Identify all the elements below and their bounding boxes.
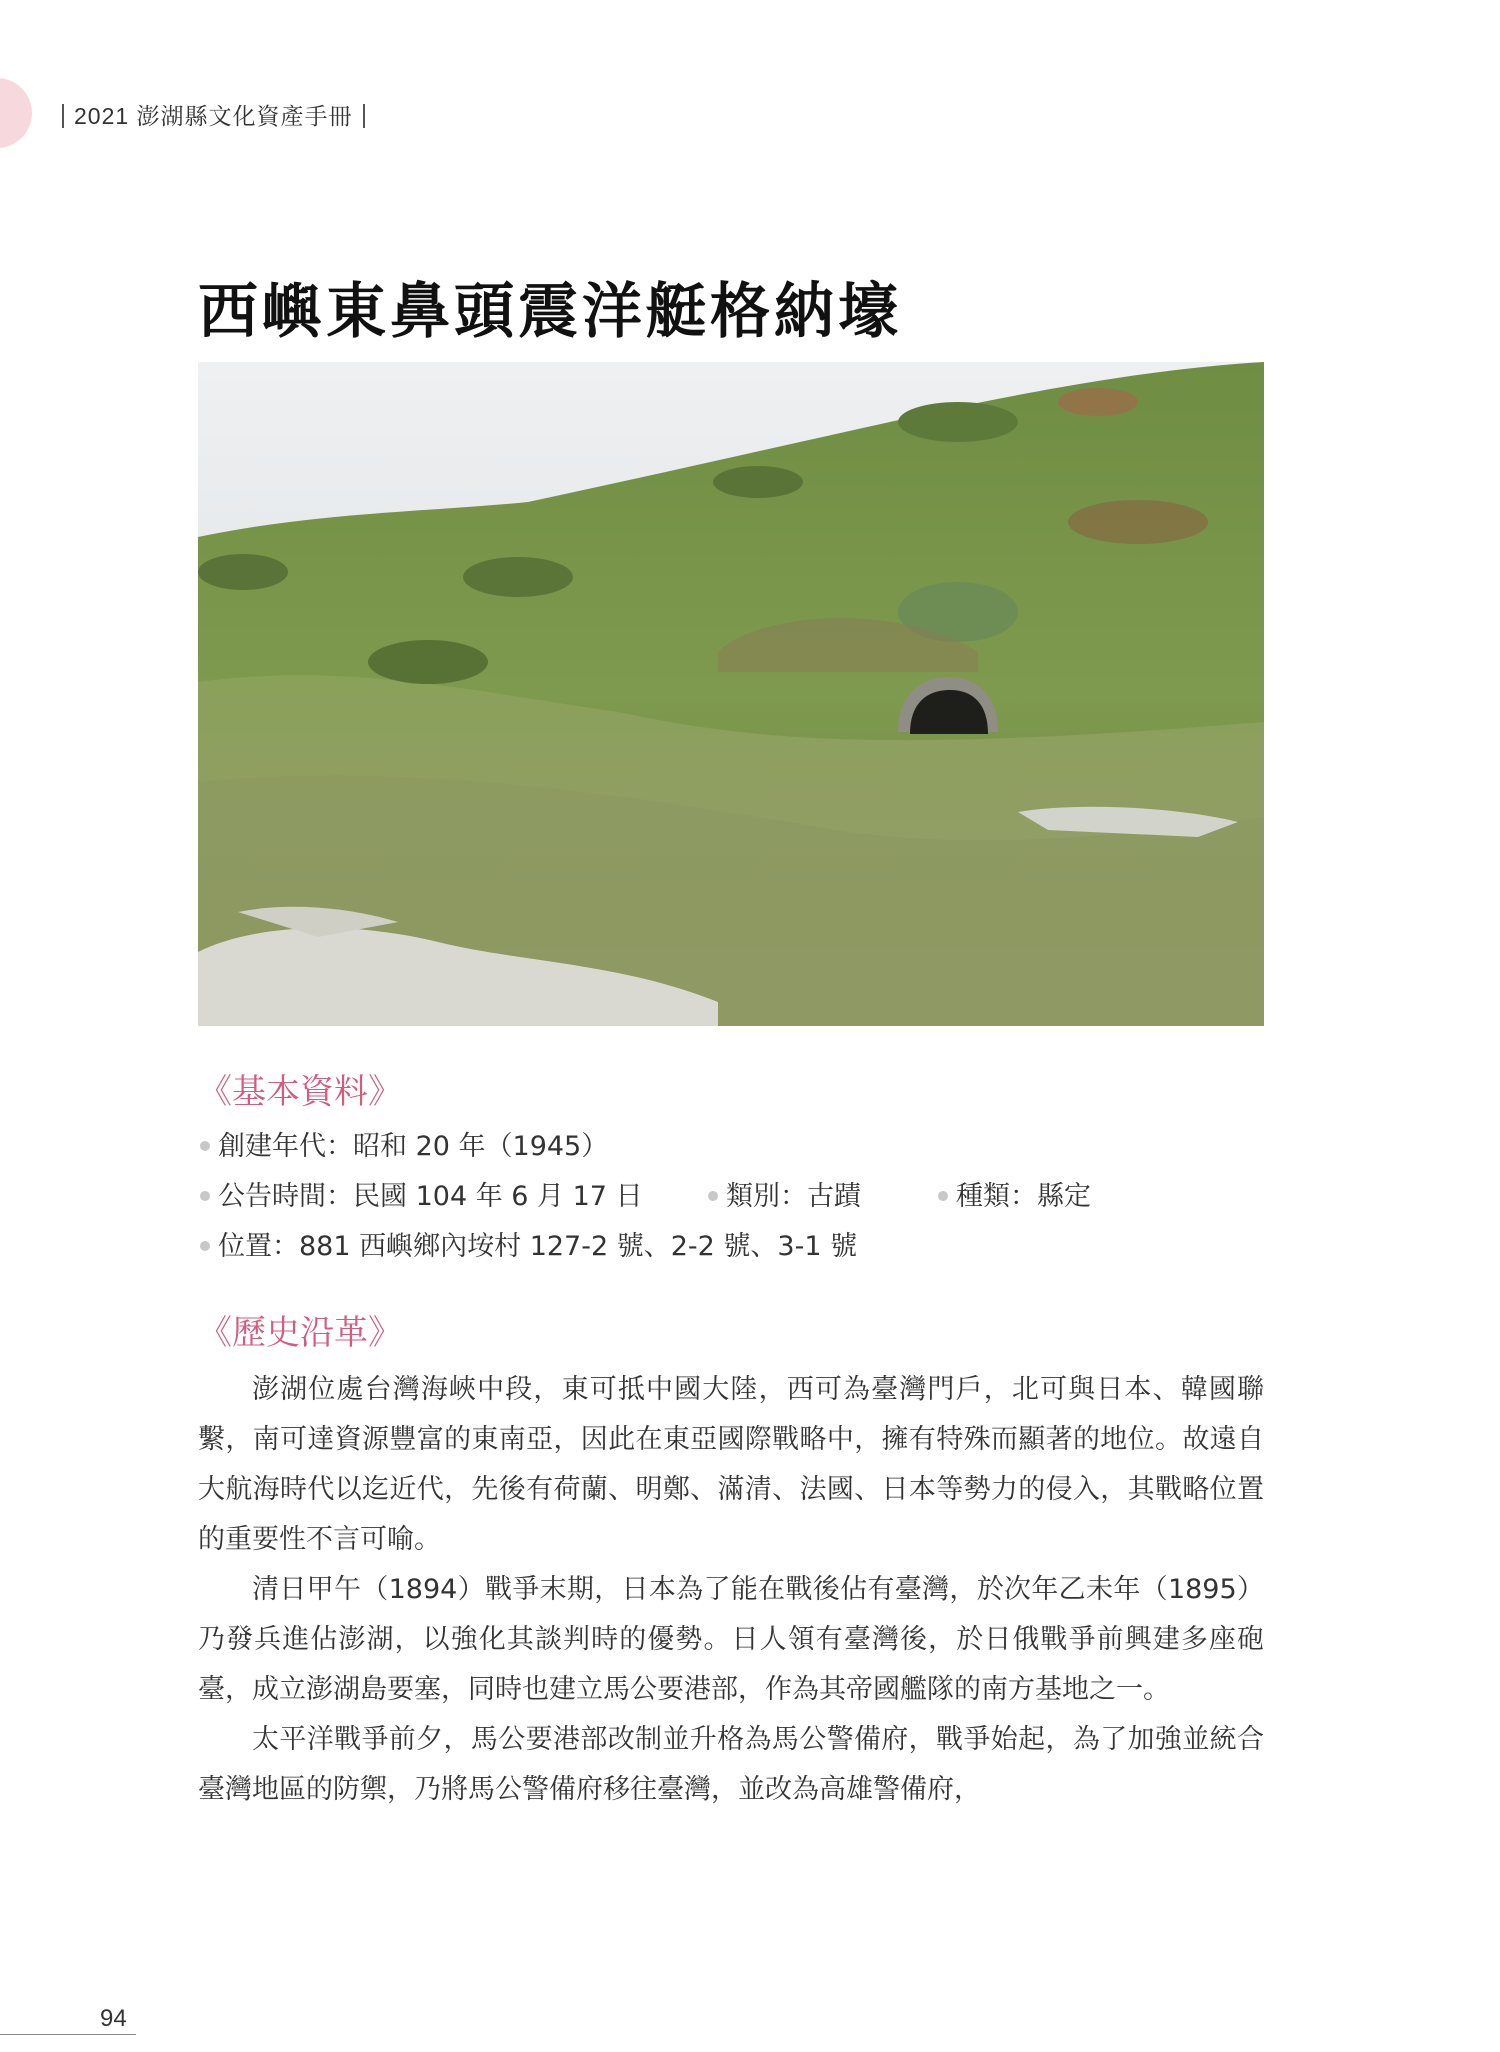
history-body — [198, 1365, 1264, 1815]
announced-item — [200, 1174, 708, 1213]
founded-text: 創建年代：昭和 20 年（1945） — [218, 1131, 609, 1162]
header-divider — [363, 104, 365, 128]
page-title: 西嶼東鼻頭震洋艇格納壕 — [198, 277, 902, 347]
history-paragraph: 太平洋戰爭前夕，馬公要港部改制並升格為馬公警備府，戰爭始起，為了加強並統合臺灣地區的防禦，乃將馬公警備府移往臺灣，並改為高雄警備府， — [198, 1724, 1264, 1805]
history-paragraph: 清日甲午（1894）戰爭末期，日本為了能在戰後佔有臺灣，於次年乙未年（1895）乃發兵進佔澎湖，以強化其談判時的優勢。日人領有臺灣後，於日俄戰爭前興建多座砲臺，成立澎湖島要塞，同時也建立馬公要港部，作為其帝國艦隊的南方基地之一。 — [198, 1574, 1264, 1705]
bullet-icon — [200, 1141, 210, 1151]
history-paragraph: 澎湖位處台灣海峽中段，東可抵中國大陸，西可為臺灣門戶，北可與日本、韓國聯繫，南可達資源豐富的東南亞，因此在東亞國際戰略中，擁有特殊而顯著的地位。故遠自大航海時代以迄近代，先後有荷蘭、明鄭、滿清、法國、日本等勢力的侵入，其戰略位置的重要性不言可喻。 — [198, 1374, 1264, 1555]
info-row-location — [200, 1224, 1091, 1274]
footer-rule — [0, 2034, 136, 2035]
location-text: 位置：881 西嶼鄉內垵村 127-2 號、2-2 號、3-1 號 — [218, 1231, 858, 1262]
running-header — [52, 98, 375, 131]
announced-text: 公告時間：民國 104 年 6 月 17 日 — [218, 1181, 643, 1212]
type-item — [938, 1174, 1091, 1213]
info-row-announced — [200, 1174, 1091, 1224]
info-row-founded — [200, 1124, 1091, 1174]
basic-info-heading: 《基本資料》 — [198, 1072, 402, 1112]
running-title: 2021 澎湖縣文化資產手冊 — [74, 103, 353, 129]
site-photo — [198, 362, 1264, 1026]
type-text: 種類：縣定 — [956, 1181, 1091, 1212]
header-divider — [62, 104, 64, 128]
bullet-icon — [938, 1191, 948, 1201]
page-corner-tab — [0, 78, 32, 148]
bullet-icon — [708, 1191, 718, 1201]
basic-info-list — [200, 1124, 1091, 1274]
category-item — [708, 1174, 938, 1213]
category-text: 類別：古蹟 — [726, 1181, 861, 1212]
bullet-icon — [200, 1191, 210, 1201]
bullet-icon — [200, 1241, 210, 1251]
page-number: 94 — [100, 2005, 127, 2032]
history-heading: 《歷史沿革》 — [198, 1313, 402, 1353]
